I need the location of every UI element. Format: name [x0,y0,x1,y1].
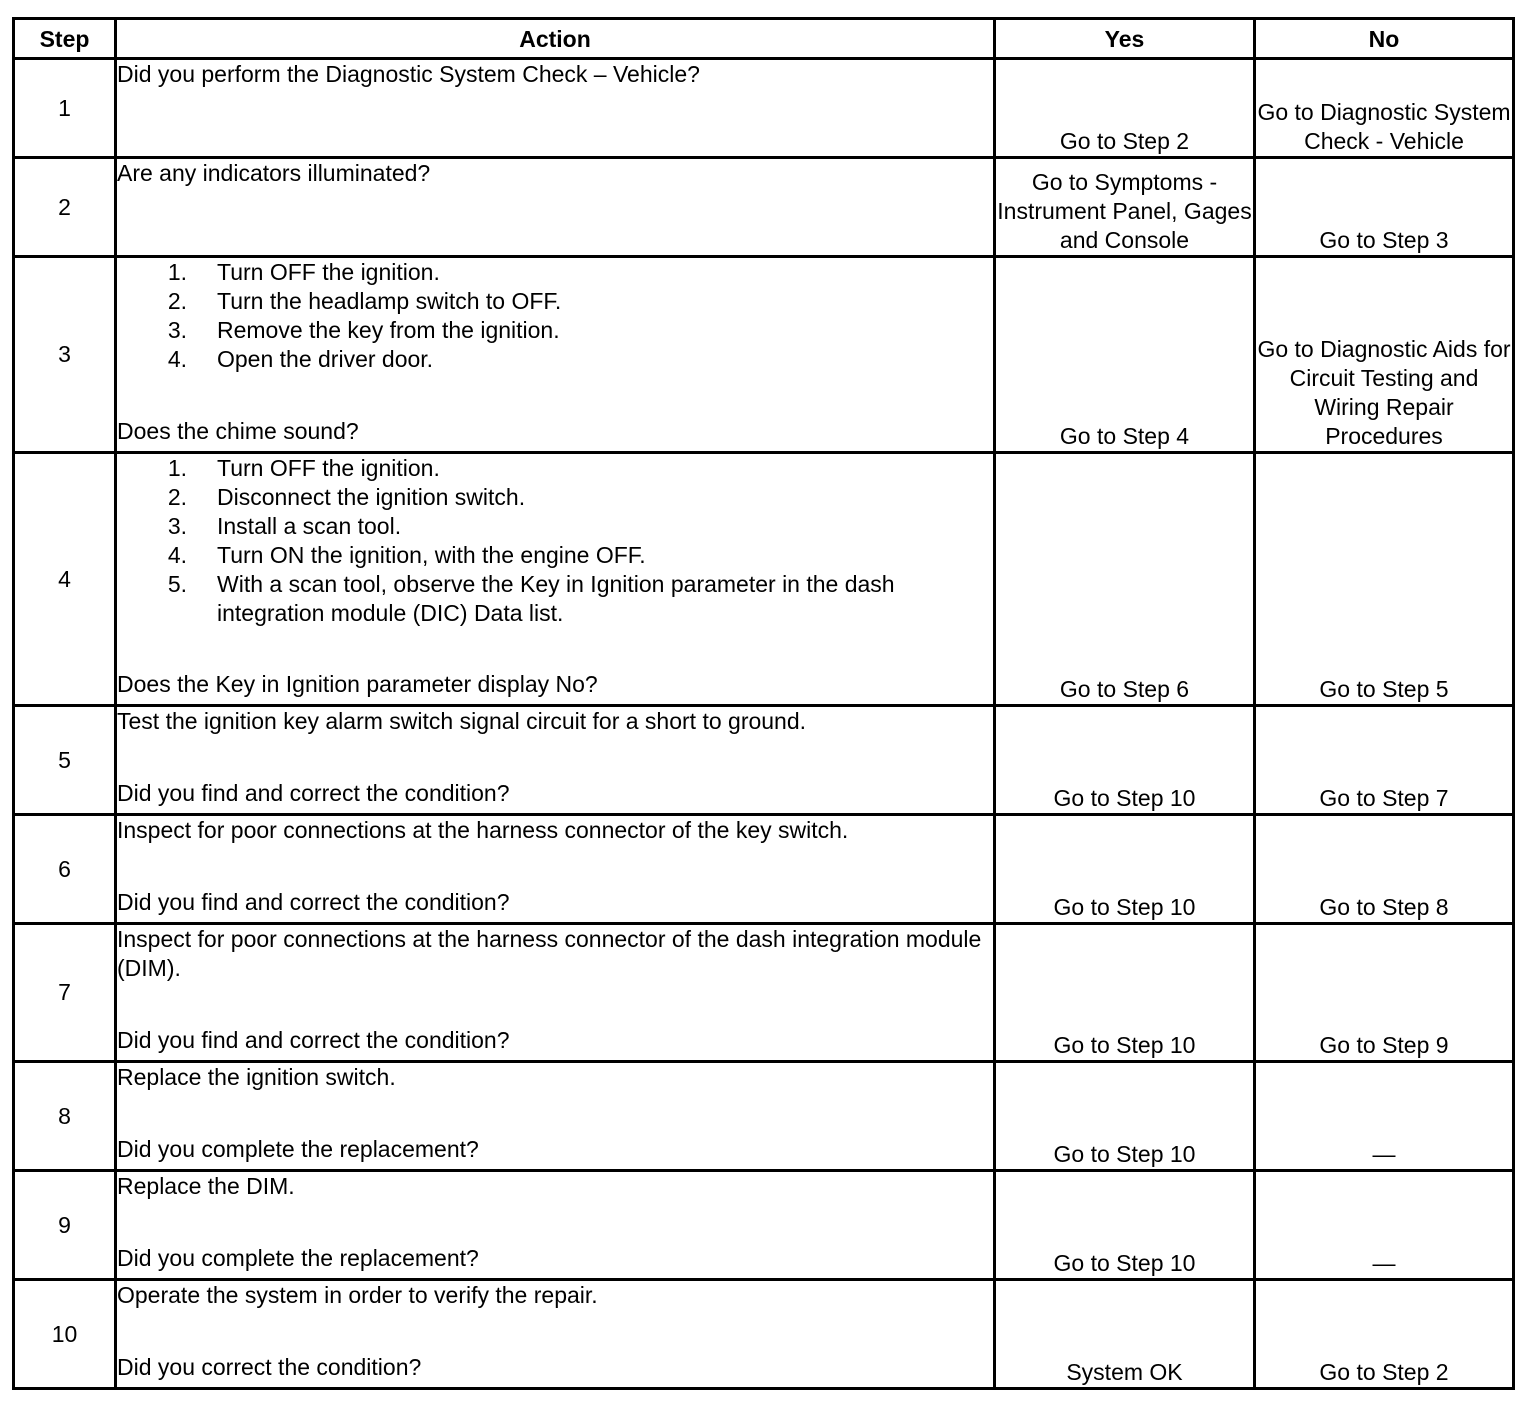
substep: 3. Install a scan tool. [167,513,402,539]
action-cell [116,924,995,1062]
action-question: Did you find and correct the condition? [117,780,510,806]
yes-result: Go to Step 10 [995,815,1255,924]
substep-list [117,258,993,374]
action-cell [116,1280,995,1389]
yes-result: Go to Symptoms - Instrument Panel, Gages and Console [995,158,1255,257]
no-result: Go to Step 7 [1255,706,1514,815]
action-question: Did you correct the condition? [117,1354,422,1380]
yes-result: Go to Step 10 [995,924,1255,1062]
header-row [14,19,1514,59]
action-question: Does the Key in Ignition parameter display No? [117,671,598,697]
no-result: Go to Step 2 [1255,1280,1514,1389]
substep: 4. Turn ON the ignition, with the engine OFF. [167,542,646,568]
step-number: 9 [14,1171,116,1280]
substep-list [117,454,993,628]
no-result: Go to Diagnostic System Check - Vehicle [1255,59,1514,158]
no-result: Go to Diagnostic Aids for Circuit Testing and Wiring Repair Procedures [1255,257,1514,453]
no-result: Go to Step 5 [1255,453,1514,706]
action-question: Does the chime sound? [117,418,359,444]
action-cell [116,1171,995,1280]
substep: 2. Disconnect the ignition switch. [167,484,526,510]
yes-result: Go to Step 6 [995,453,1255,706]
table-row [14,1280,1514,1389]
substep: 1. Turn OFF the ignition. [167,455,440,481]
header-no: No [1255,19,1514,59]
no-result: — [1255,1062,1514,1171]
substep: 5. With a scan tool, observe the Key in Ignition parameter in the dash integration module (DIC) Data list. [167,571,895,626]
no-result: — [1255,1171,1514,1280]
action-text: Inspect for poor connections at the harness connector of the key switch. [117,817,849,843]
header-action: Action [116,19,995,59]
action-cell [116,1062,995,1171]
step-number: 4 [14,453,116,706]
action-cell [116,158,995,257]
table-row [14,924,1514,1062]
action-question: Did you find and correct the condition? [117,889,510,915]
substep: 2. Turn the headlamp switch to OFF. [167,288,562,314]
header-step: Step [14,19,116,59]
substep: 4. Open the driver door. [167,346,434,372]
action-question: Did you find and correct the condition? [117,1027,510,1053]
yes-result: System OK [995,1280,1255,1389]
action-text: Did you perform the Diagnostic System Check – Vehicle? [117,61,700,87]
substep: 1. Turn OFF the ignition. [167,259,440,285]
step-number: 1 [14,59,116,158]
table-row [14,815,1514,924]
step-number: 6 [14,815,116,924]
table-row [14,453,1514,706]
action-cell [116,706,995,815]
no-result: Go to Step 8 [1255,815,1514,924]
step-number: 5 [14,706,116,815]
action-text: Test the ignition key alarm switch signal circuit for a short to ground. [117,708,807,734]
step-number: 7 [14,924,116,1062]
yes-result: Go to Step 4 [995,257,1255,453]
yes-result: Go to Step 10 [995,706,1255,815]
step-number: 3 [14,257,116,453]
action-question: Did you complete the replacement? [117,1136,479,1162]
no-result: Go to Step 9 [1255,924,1514,1062]
action-question: Did you complete the replacement? [117,1245,479,1271]
action-text: Replace the ignition switch. [117,1064,396,1090]
action-cell [116,815,995,924]
step-number: 8 [14,1062,116,1171]
action-text: Operate the system in order to verify the repair. [117,1282,598,1308]
step-number: 10 [14,1280,116,1389]
yes-result: Go to Step 2 [995,59,1255,158]
table-row [14,59,1514,158]
step-number: 2 [14,158,116,257]
header-yes: Yes [995,19,1255,59]
yes-result: Go to Step 10 [995,1171,1255,1280]
action-text: Inspect for poor connections at the harness connector of the dash integration module (DIM). [117,926,982,981]
yes-result: Go to Step 10 [995,1062,1255,1171]
action-cell [116,257,995,453]
diagnostic-table [12,17,1515,1390]
table-row [14,1062,1514,1171]
action-cell [116,59,995,158]
table-row [14,706,1514,815]
action-text: Are any indicators illuminated? [117,160,431,186]
table-row [14,158,1514,257]
substep: 3. Remove the key from the ignition. [167,317,560,343]
no-result: Go to Step 3 [1255,158,1514,257]
action-text: Replace the DIM. [117,1173,295,1199]
table-row [14,257,1514,453]
action-cell [116,453,995,706]
table-row [14,1171,1514,1280]
